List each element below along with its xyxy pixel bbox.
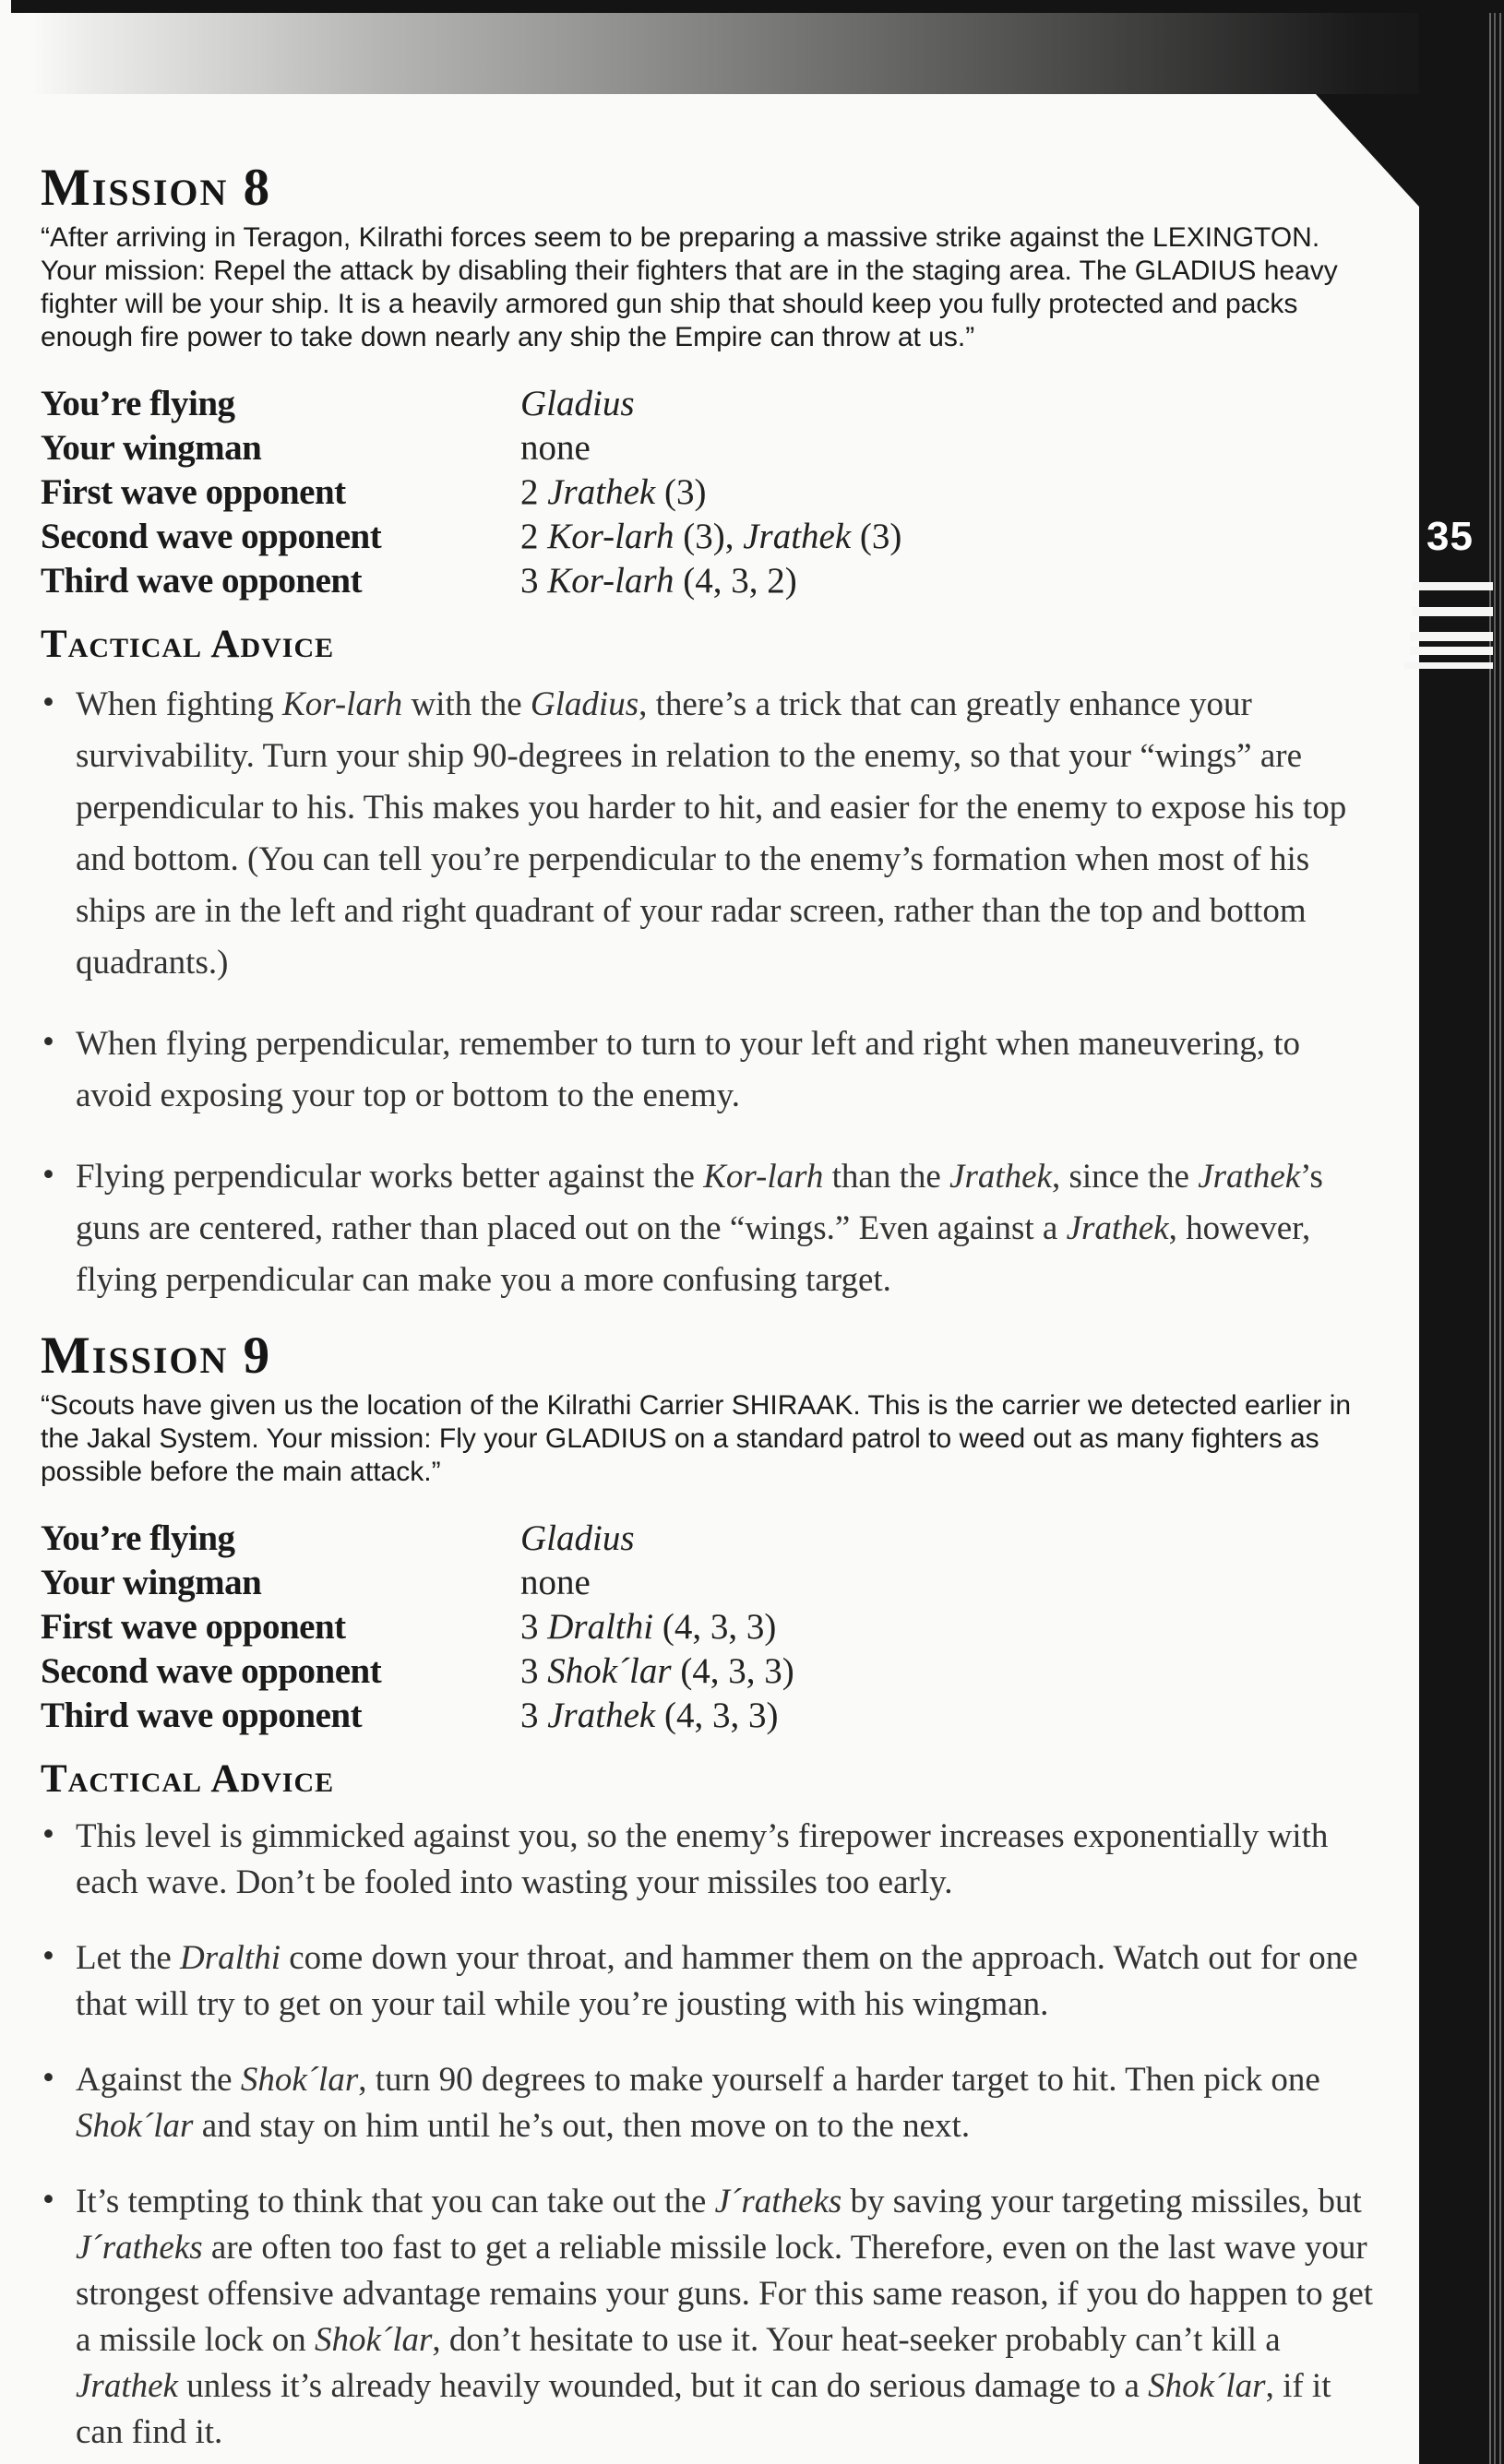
stat-label: You’re flying (41, 384, 235, 423)
advice-item: • When fighting Kor-larh with the Gladius, there’s a trick that can greatly enhance your survivability. Turn your ship 90-degrees in relation to the enemy, so that your “wings” are perpendicular to his. This makes you harder to hit, and easier for the enemy to expose his top and bottom. (You can tell you’re perpendicular to the enemy’s formation when most of his ships are in the left and right quadrant of your radar screen, rather than the top and bottom quadrants.) (41, 679, 1380, 989)
stat-value: Gladius (520, 384, 635, 423)
stat-row (41, 1649, 1380, 1694)
advice-item: • This level is gimmicked against you, so the enemy’s firepower increases exponentially with each wave. Don’t be fooled into wasting your missiles too early. (41, 1814, 1380, 1906)
header-gradient-band (28, 13, 1504, 94)
stat-value: 3 Dralthi (4, 3, 3) (520, 1607, 777, 1647)
mission-9-advice-list (41, 1814, 1380, 2456)
stat-row (41, 1517, 1380, 1561)
stat-value: none (520, 1563, 591, 1602)
mission-8-title: Mission 8 (41, 159, 272, 217)
stat-label: First wave opponent (41, 1607, 346, 1647)
stat-label: You’re flying (41, 1518, 235, 1558)
tab-stripe (1412, 607, 1493, 616)
stat-value: 3 Shok´lar (4, 3, 3) (520, 1651, 794, 1691)
advice-item: • It’s tempting to think that you can take out the J´ratheks by saving your targeting missiles, but J´ratheks are often too fast to get a reliable missile lock. Therefore, even on the last wave your strongest offensive advantage remains your guns. For this same reason, if you do happen to get a missile lock on Shok´lar, don’t hesitate to use it. Your heat-seeker probably can’t kill a Jrathek unless it’s already heavily wounded, but it can do serious damage to a Shok´lar, if it can find it. (41, 2179, 1380, 2456)
mission-8-intro: “After arriving in Teragon, Kilrathi forces seem to be preparing a massive strike against the LEXINGTON. Your mission: Repel the attack by disabling their fighters that are in the staging area. The GLADIUS heavy fighter will be your ship. It is a heavily armored gun ship that should keep you fully protected and packs enough fire power to take down nearly any ship the Empire can throw at us.” (41, 222, 1338, 352)
advice-item: • When flying perpendicular, remember to turn to your left and right when maneuvering, to avoid exposing your top or bottom to the enemy. (41, 1018, 1380, 1122)
page-content (41, 161, 1380, 2456)
stat-value: Gladius (520, 1518, 635, 1558)
stat-row (41, 1605, 1380, 1649)
stat-value: 3 Jrathek (4, 3, 3) (520, 1696, 779, 1735)
advice-item: • Let the Dralthi come down your throat, and hammer them on the approach. Watch out for one that will try to get on your tail while you’re jousting with his wingman. (41, 1935, 1380, 2028)
mission-8-advice-list (41, 679, 1380, 1306)
stat-row (41, 382, 1380, 426)
mission-8-section (41, 161, 1380, 1306)
tab-stripe (1410, 647, 1493, 655)
tab-stripe (1404, 662, 1493, 669)
stat-label: Third wave opponent (41, 561, 363, 601)
tab-stripe (1412, 582, 1493, 590)
stat-row (41, 1694, 1380, 1738)
stat-label: Third wave opponent (41, 1696, 363, 1735)
tab-stripe (1410, 632, 1493, 641)
mission-9-intro: “Scouts have given us the location of the Kilrathi Carrier SHIRAAK. This is the carrier we detected earlier in the Jakal System. Your mission: Fly your GLADIUS on a standard patrol to weed out as many fighters as possible before the main attack.” (41, 1390, 1352, 1487)
stat-label: First wave opponent (41, 472, 346, 512)
stat-label: Second wave opponent (41, 1651, 382, 1691)
page-right-edge (1419, 13, 1504, 2464)
stat-value: 3 Kor-larh (4, 3, 2) (520, 561, 797, 601)
stat-value: 2 Kor-larh (3), Jrathek (3) (520, 517, 902, 556)
mission-9-title: Mission 9 (41, 1327, 272, 1385)
stat-label: Your wingman (41, 1563, 262, 1602)
advice-item: • Flying perpendicular works better against the Kor-larh than the Jrathek, since the Jrathek’s guns are centered, rather than placed out on the “wings.” Even against a Jrathek, however, flying perpendicular can make you a more confusing target. (41, 1151, 1380, 1306)
stat-row (41, 515, 1380, 559)
stat-value: 2 Jrathek (3) (520, 472, 707, 512)
stat-row (41, 559, 1380, 603)
mission-9-stats-table (41, 1517, 1380, 1738)
stat-row (41, 1561, 1380, 1605)
mission-8-advice-title: Tactical Advice (41, 623, 335, 666)
stat-label: Your wingman (41, 428, 262, 468)
stat-label: Second wave opponent (41, 517, 382, 556)
advice-item: • Against the Shok´lar, turn 90 degrees to make yourself a harder target to hit. Then pick one Shok´lar and stay on him until he’s out, then move on to the next. (41, 2057, 1380, 2149)
mission-9-advice-title: Tactical Advice (41, 1757, 335, 1801)
stat-value: none (520, 428, 591, 468)
page-top-edge (11, 0, 1504, 13)
stat-row (41, 470, 1380, 515)
mission-9-section (41, 1328, 1380, 2456)
stat-row (41, 426, 1380, 470)
page-number: 35 (1426, 514, 1474, 559)
mission-8-stats-table (41, 382, 1380, 603)
